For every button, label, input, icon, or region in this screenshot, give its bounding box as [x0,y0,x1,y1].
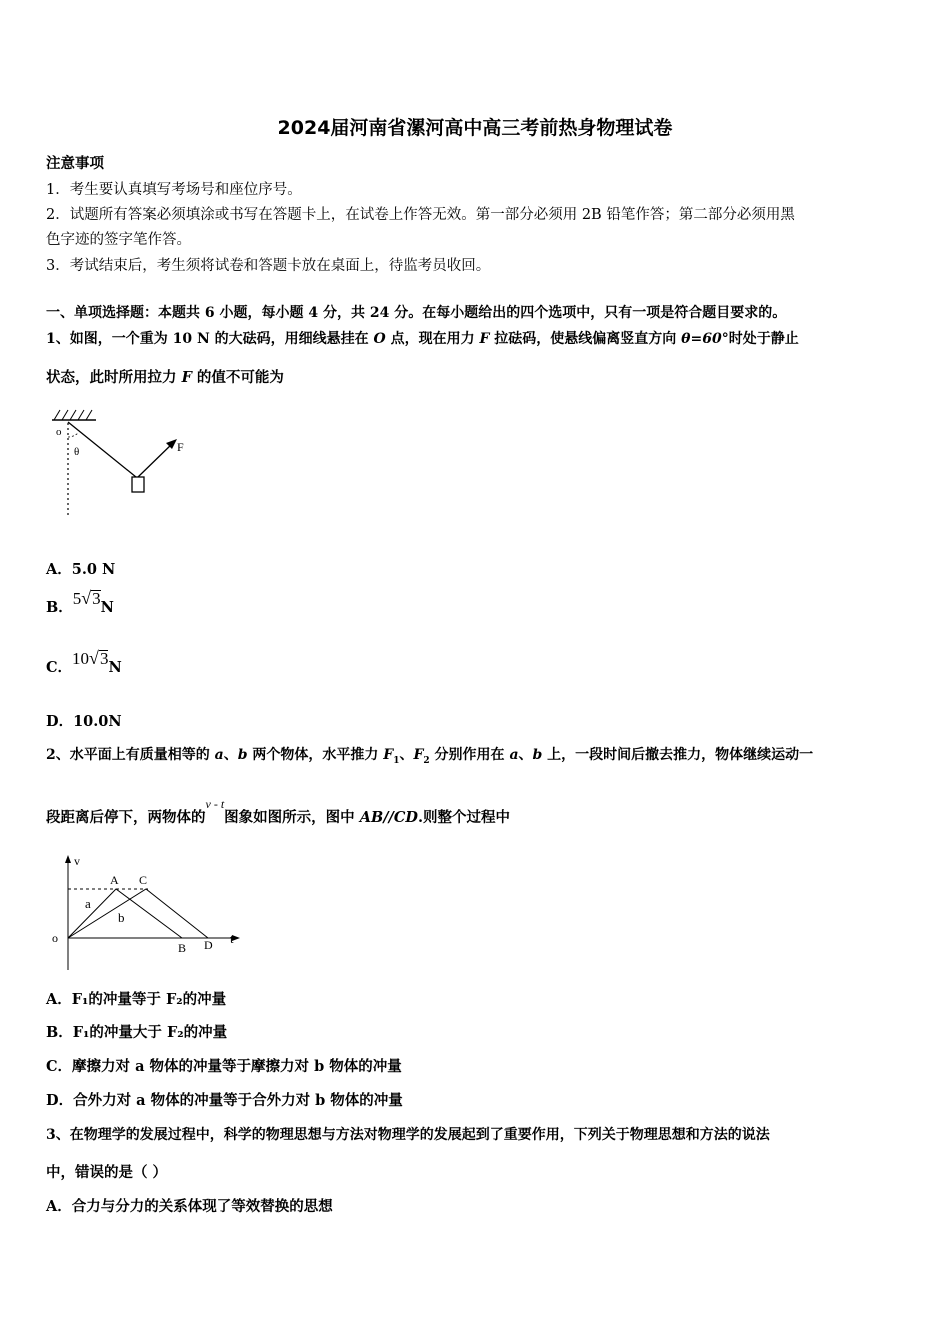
q3-stem-line1: 3、在物理学的发展过程中，科学的物理思想与方法对物理学的发展起到了重要作用，下列关于物理思想和方法的说法 [46,1127,770,1143]
notice-item-1: 1．考生要认真填写考场号和座位序号。 [46,182,302,198]
q1-option-c[interactable]: C．10√3N [46,648,122,676]
q2-stem-line2: 段距离后停下，两物体的$^{v - t}$图象如图所示，图中 AB//CD.则整个过程中 [46,797,510,826]
q2-vt-graph [46,852,246,977]
q2-origin: o [52,931,58,945]
notice-heading: 注意事项 [46,155,104,172]
q2-line-b: b [118,910,125,925]
q3-stem-line2: 中，错误的是（ ） [46,1164,168,1181]
q2-axis-v: v [74,854,80,868]
q1-stem-line1: 1、如图，一个重为 10 N 的大砝码，用细线悬挂在 O 点，现在用力 F 拉砝码，使悬线偏离竖直方向 θ=60°时处于静止 [46,331,799,347]
notice-item-3: 3．考试结束后，考生须将试卷和答题卡放在桌面上，待监考员收回。 [46,258,491,274]
q2-point-A: A [110,873,119,887]
q1-option-d[interactable]: D．10.0N [46,713,122,730]
q2-point-D: D [204,938,213,952]
q2-line-a: a [85,896,91,911]
q2-option-c[interactable]: C．摩擦力对 a 物体的冲量等于摩擦力对 b 物体的冲量 [46,1058,402,1075]
q1-option-a[interactable]: A．5.0 N [46,561,116,578]
section-heading: 一、单项选择题：本题共 6 小题，每小题 4 分，共 24 分。在每小题给出的四个选项中，只有一项是符合题目要求的。 [46,305,787,321]
q1-label-theta: θ [74,446,80,458]
q3-option-a[interactable]: A．合力与分力的关系体现了等效替换的思想 [46,1198,333,1215]
q2-stem-line1: 2、水平面上有质量相等的 a、b 两个物体，水平推力 $F_1$、$F_2$ 分别作用在 a、b 上，一段时间后撤去推力，物体继续运动一 [46,747,814,766]
q1-option-b[interactable]: B．5√3N [46,588,114,616]
notice-item-2-cont: 色字迹的签字笔作答。 [46,232,191,248]
q1-stem-line2: 状态，此时所用拉力 F 的值不可能为 [46,369,284,386]
q2-option-a[interactable]: A．F₁的冲量等于 F₂的冲量 [46,991,227,1008]
notice-item-2: 2．试题所有答案必须填涂或书写在答题卡上，在试卷上作答无效。第一部分必须用 2B 铅笔作答；第二部分必须用黑 [46,207,795,223]
q1-pendulum-figure [46,405,196,525]
q2-axis-t: t [230,931,234,946]
page-title: 2024届河南省漯河高中高三考前热身物理试卷 [277,117,673,139]
q2-point-C: C [139,873,148,887]
q1-label-o: o [56,426,62,438]
q2-option-b[interactable]: B．F₁的冲量大于 F₂的冲量 [46,1024,228,1041]
q2-option-d[interactable]: D．合外力对 a 物体的冲量等于合外力对 b 物体的冲量 [46,1092,403,1109]
q1-label-F: F [177,440,184,454]
q2-point-B: B [178,941,187,955]
